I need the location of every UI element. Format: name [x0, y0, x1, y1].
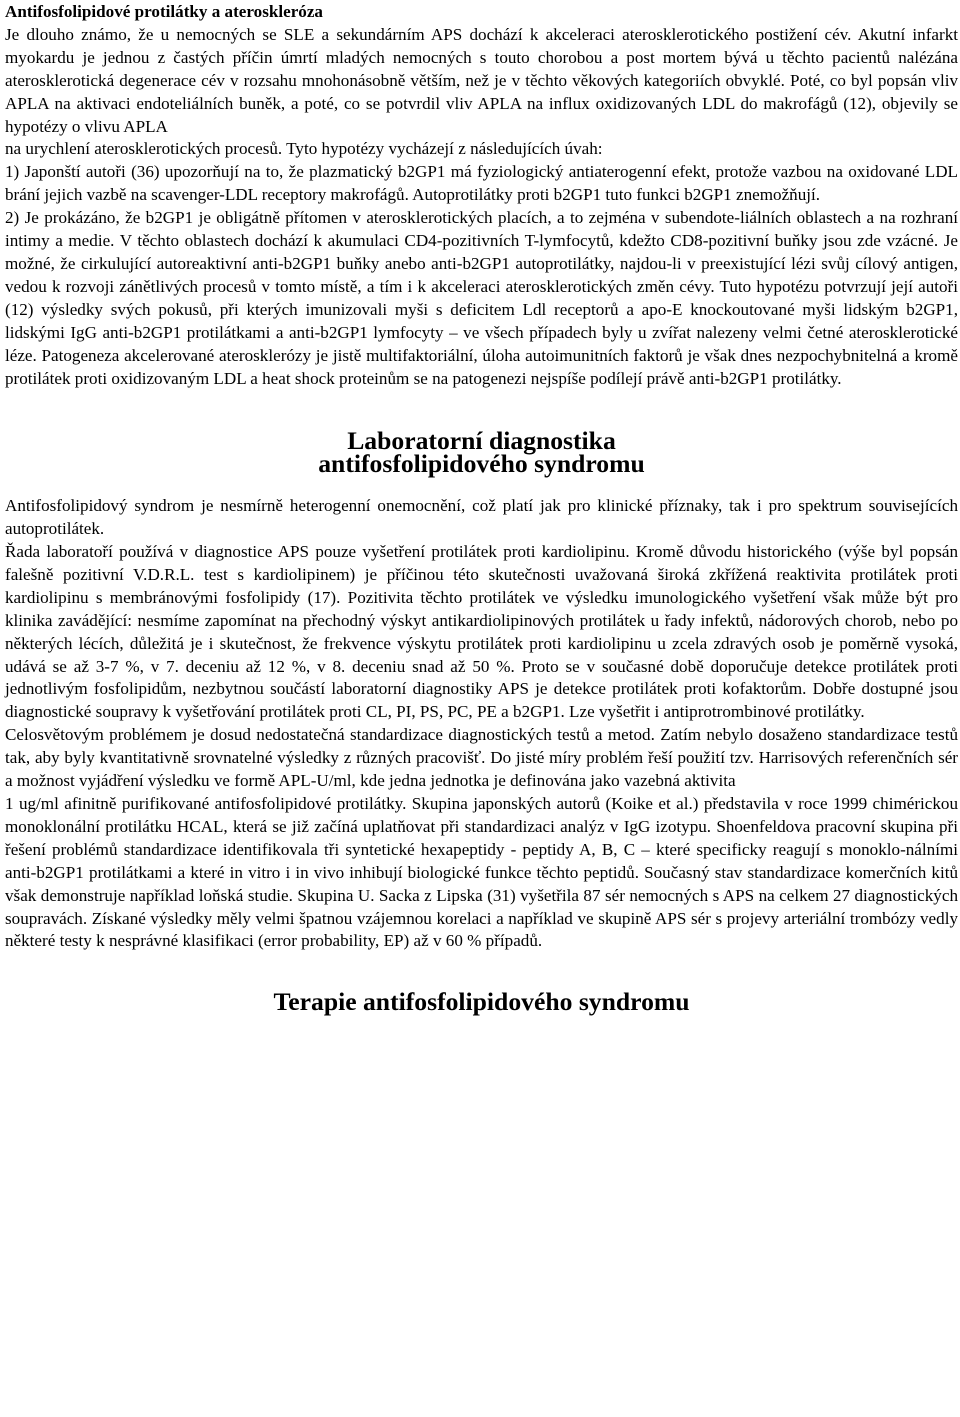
section-heading-laboratory	[5, 426, 958, 479]
section-heading-therapy: Terapie antifosfolipidového syndromu	[273, 987, 690, 1017]
paragraph-cardiolipin: Řada laboratoří používá v diagnostice APS pouze vyšetření protilátek proti kardiolipinu. Kromě důvodu historického (výše byl popsán falešně pozitivní V.D.R.L. test s kardiolipinem) je příčinou této skutečnosti uvažovaná široká zkřížená reaktivita protilátek proti kardiolipinu s membránovými fosfolipidy (17). Pozitivita těchto protilátek ve výsledku imunologického vyšetření však může být pro klinika zavádějící: nesmíme zapomínat na přechodný výskyt antikardiolipinových protilátek u řady infektů, nádorových chorob, nebo po některých lécích, důležitá je i skutečnost, že frekvence výskytu protilátek proti kardiolipinu u zcela zdravých osob je poměrně vysoká, udává se až 3-7 %, v 7. deceniu až 12 %, v 8. deceniu snad až 50 %. Proto se v současné době doporučuje detekce protilátek proti jednotlivým fosfolipidům, nezbytnou součástí laboratorní diagnostiky APS je detekce protilátek proti kofaktorům. Dobře dostupné jsou diagnostické soupravy k vyšetřování protilátek proti CL, PI, PS, PC, PE a b2GP1. Lze vyšetřit i antiprotrombinové protilátky.	[5, 542, 958, 722]
section-title: Antifosfolipidové protilátky a ateroskleróza	[5, 2, 323, 21]
paragraph-standardization: Celosvětovým problémem je dosud nedostatečná standardizace diagnostických testů a metod. Zatím nebylo dosaženo standardizace testů tak, aby byly kvantitativně srovnatelné výsledky z různých pracovišť. Do jisté míry problém řeší použití tzv. Harrisových referenčních sér a možnost vyjádření výsledku ve formě APL-U/ml, kde jedna jednotka je definována jako vazebná aktivita	[5, 725, 958, 791]
section-aterosklerosa	[5, 0, 958, 390]
heading-line-1: Laboratorní diagnostika	[347, 426, 616, 456]
paragraph-intro: Je dlouho známo, že u nemocných se SLE a sekundárním APS dochází k akceleraci aterosklerotického postižení cév. Akutní infarkt myokardu je jednou z častých příčin úmrtí mladých nemocných s touto chorobou a post mortem bývá u těchto pacientů nalézána aterosklerotická degenerace cév v rozsahu mnohonásobně větším, než je v těchto věkových kategoriích obvyklé. Poté, co byl popsán vliv APLA na aktivaci endoteliálních buněk, a poté, co se potvrdil vliv APLA na influx oxidizovaných LDL do makrofágů (12), objevily se hypotézy o vlivu APLA	[5, 24, 958, 136]
paragraph-hypothesis-1: 1) Japonští autoři (36) upozorňují na to, že plazmatický b2GP1 má fyziologický antiaterogenní efekt, protože vazbou na oxidované LDL brání jejich vazbě na scavenger-LDL receptory makrofágů. Autoprotilátky proti b2GP1 tuto funkci b2GP1 znemožňují.	[5, 162, 958, 205]
heading-line-2: antifosfolipidového syndromu	[318, 449, 645, 479]
paragraph-hypothesis-2: 2) Je prokázáno, že b2GP1 je obligátně přítomen v aterosklerotických placích, a to zejména v subendote-liálních oblastech a na rozhraní intimy a medie. V těchto oblastech dochází k akumulaci CD4-pozitivních T-lymfocytů, kdežto CD8-pozitivní buňky jsou zde vzácné. Je možné, že cirkulující autoreaktivní anti-b2GP1 buňky anebo anti-b2GP1 autoprotilátky, najdou-li v preexistující lézi svůj cílový antigen, vedou k rozvoji zánětlivých procesů v tomto místě, a tím i k akceleraci aterosklerotických změn cévy. Tuto hypotézu potvrzují její autoři (12) výsledky svých pokusů, při kterých imunizovali myši s deficitem Ldl receptorů a apo-E knockoutované myši lidským b2GP1, lidskými IgG anti-b2GP1 protilátkami a anti-b2GP1 lymfocyty – ve všech případech byly u zvířat nalezeny velmi četné aterosklerotické léze. Patogeneza akcelerované aterosklerózy je jistě multifaktoriální, úloha autoimunitních faktorů je však dnes nezpochybnitelná a kromě protilátek proti oxidizovaným LDL a heat shock proteinům se na patogenezi nejspíše podílejí právě anti-b2GP1 protilátky.	[5, 208, 958, 388]
document-page	[5, 0, 958, 1017]
paragraph-heterogeneity: Antifosfolipidový syndrom je nesmírně heterogenní onemocnění, což platí jak pro klinické příznaky, tak i pro spektrum souvisejících autoprotilátek.	[5, 496, 958, 539]
paragraph-standardization-continued: 1 ug/ml afinitně purifikované antifosfolipidové protilátky. Skupina japonských autorů (Koike et al.) představila v roce 1999 chimérickou monoklonální protilátku HCAL, která se již začíná uplatňovat při standardizaci analýz v IgG izotypu. Shoenfeldova pracovní skupina při řešení problémů standardizace identifikovala tři syntetické hexapeptidy - peptidy A, B, C – které specificky reagují s monoklo-nálními anti-b2GP1 protilátkami a které in vitro i in vivo inhibují biologické funkce těchto peptidů. Současný stav standardizace komerčních kitů však demonstruje například loňská studie. Skupina U. Sacka z Lipska (31) vyšetřila 87 sér nemocných s APS na celkem 27 diagnostických soupravách. Získané výsledky měly velmi špatnou vzájemnou korelaci a například ve skupině APS sér s projevy arteriální trombózy vedly některé testy k nesprávné klasifikaci (error probability, EP) až v 60 % případů.	[5, 794, 958, 951]
paragraph-hypotheses-lead: na urychlení aterosklerotických procesů. Tyto hypotézy vycházejí z následujících úvah:	[5, 139, 603, 159]
section-laboratory-diagnostics	[5, 426, 958, 953]
section-therapy	[5, 987, 958, 1017]
